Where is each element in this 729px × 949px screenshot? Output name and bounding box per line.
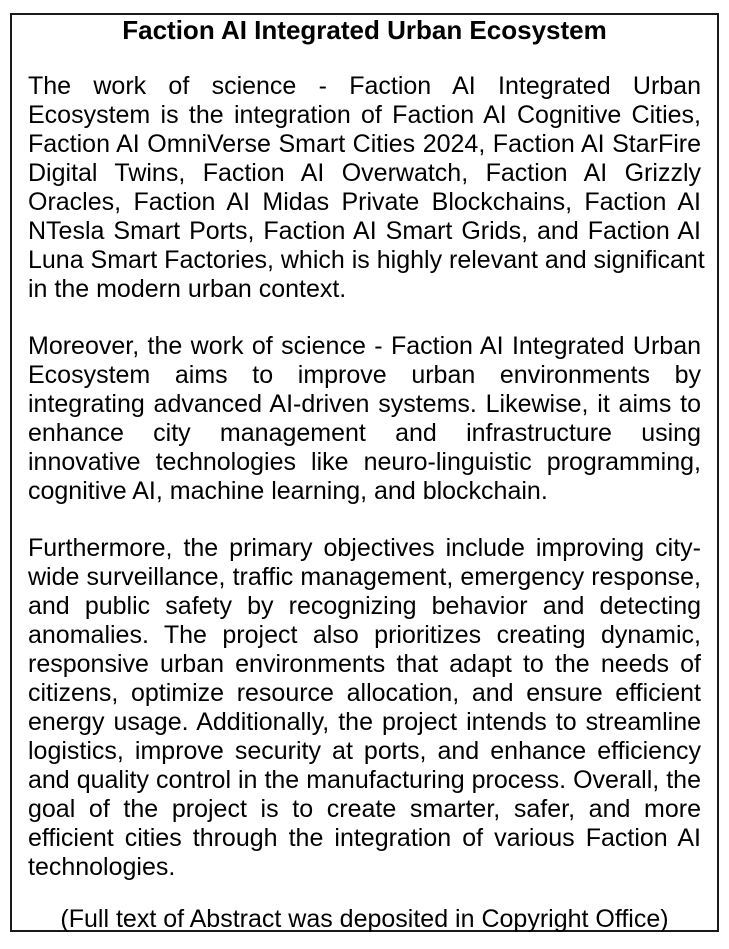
paragraph-line: in the modern urban context.	[28, 275, 347, 303]
abstract-paragraph-2	[28, 332, 701, 506]
paragraph-line: NTesla Smart Ports, Faction AI Smart Grids, and Faction AI	[28, 217, 701, 245]
paragraph-line: logistics, improve security at ports, and enhance efficiency	[28, 737, 701, 765]
paragraph-line: goal of the project is to create smarter, safer, and more	[28, 795, 701, 823]
abstract-paragraph-3	[28, 534, 701, 882]
paragraph-line: The work of science - Faction AI Integrated Urban	[28, 72, 701, 100]
paragraph-line: anomalies. The project also prioritizes creating dynamic,	[28, 621, 701, 649]
paragraph-line: Luna Smart Factories, which is highly relevant and significant	[28, 246, 705, 274]
paragraph-line: Oracles, Faction AI Midas Private Blockchains, Faction AI	[28, 188, 701, 216]
paragraph-line: Digital Twins, Faction AI Overwatch, Faction AI Grizzly	[28, 159, 701, 187]
paragraph-line: and quality control in the manufacturing process. Overall, the	[28, 766, 701, 794]
paragraph-line: Ecosystem aims to improve urban environments by	[28, 361, 701, 389]
paragraph-line: enhance city management and infrastructure using	[28, 419, 701, 447]
paragraph-line: wide surveillance, traffic management, emergency response,	[28, 563, 701, 591]
paragraph-line: energy usage. Additionally, the project intends to streamline	[28, 708, 701, 736]
paragraph-line: technologies.	[28, 853, 176, 881]
paragraph-line: Ecosystem is the integration of Faction AI Cognitive Cities,	[28, 101, 701, 129]
copyright-deposit-note: (Full text of Abstract was deposited in Copyright Office)	[60, 905, 669, 933]
paragraph-line: and public safety by recognizing behavior and detecting	[28, 592, 701, 620]
document-title: Faction AI Integrated Urban Ecosystem	[122, 15, 607, 45]
paragraph-line: integrating advanced AI-driven systems. Likewise, it aims to	[28, 390, 701, 418]
paragraph-line: efficient cities through the integration of various Faction AI	[28, 824, 701, 852]
abstract-paragraph-1	[28, 72, 705, 304]
paragraph-line: Furthermore, the primary objectives include improving city-	[28, 534, 701, 562]
paragraph-line: innovative technologies like neuro-linguistic programming,	[28, 448, 701, 476]
abstract-border-box	[10, 13, 719, 932]
paragraph-line: Moreover, the work of science - Faction AI Integrated Urban	[28, 332, 701, 360]
paragraph-line: responsive urban environments that adapt to the needs of	[28, 650, 701, 678]
paragraph-line: cognitive AI, machine learning, and blockchain.	[28, 477, 548, 505]
paragraph-line: Faction AI OmniVerse Smart Cities 2024, Faction AI StarFire	[28, 130, 701, 158]
paragraph-line: citizens, optimize resource allocation, and ensure efficient	[28, 679, 701, 707]
